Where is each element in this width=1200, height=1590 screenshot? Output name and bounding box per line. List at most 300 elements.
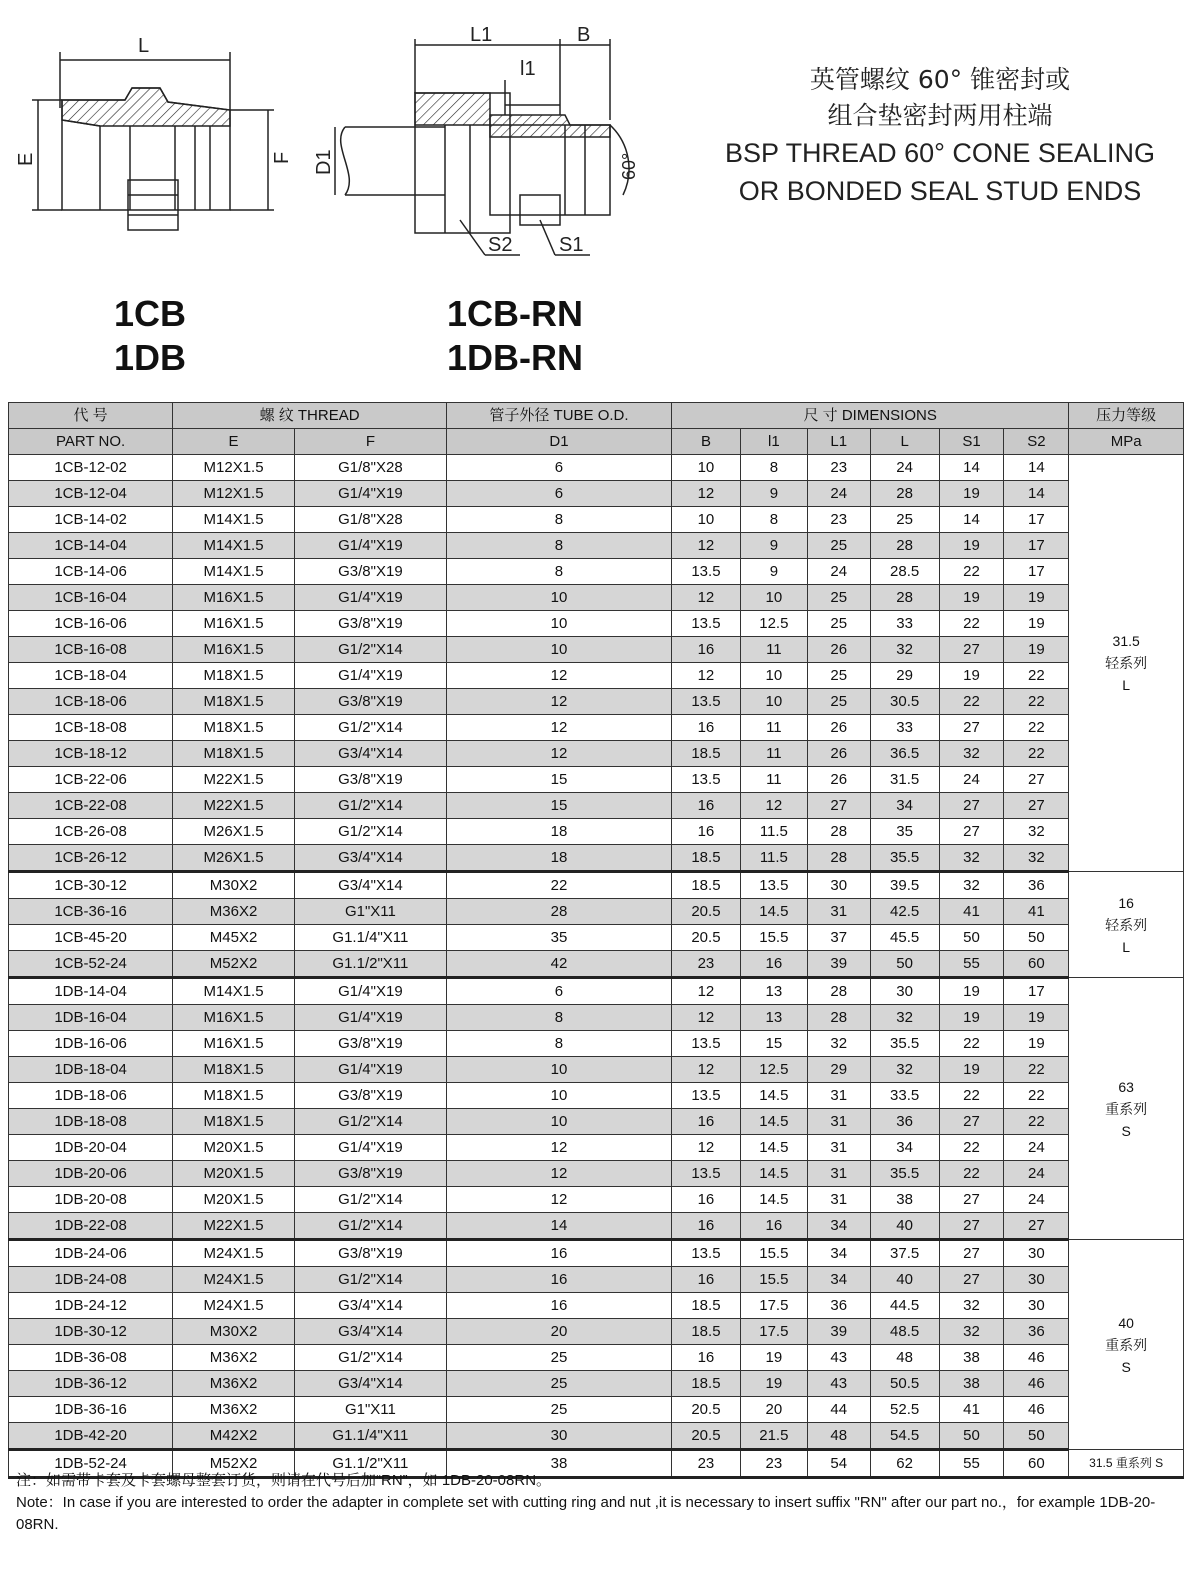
cell-dim-s2: 27 (1004, 1213, 1069, 1240)
cell-dim-L1: 25 (807, 585, 870, 611)
cell-dim-s2: 19 (1004, 637, 1069, 663)
cell-thread-f: G3/8"X19 (294, 689, 446, 715)
dim-label-B: B (577, 24, 591, 46)
cell-thread-f: G1/2"X14 (294, 1267, 446, 1293)
cell-dim-s2: 36 (1004, 1319, 1069, 1345)
cell-dim-s2: 22 (1004, 689, 1069, 715)
cell-dim-b: 13.5 (671, 559, 740, 585)
cell-part-no: 1CB-16-08 (9, 637, 173, 663)
header-col-S1: S1 (939, 429, 1004, 455)
cell-dim-L1: 36 (807, 1293, 870, 1319)
header-col-L1: L1 (807, 429, 870, 455)
table-row (9, 1397, 1184, 1423)
cell-thread-e: M14X1.5 (173, 978, 295, 1005)
cell-thread-f: G1/2"X14 (294, 715, 446, 741)
table-row (9, 1057, 1184, 1083)
table-row (9, 1293, 1184, 1319)
cell-thread-f: G1.1/2"X11 (294, 951, 446, 978)
cell-dim-L1: 28 (807, 978, 870, 1005)
cell-tube-d1: 10 (446, 611, 671, 637)
cell-dim-L1: 43 (807, 1371, 870, 1397)
cell-part-no: 1CB-22-06 (9, 767, 173, 793)
cell-dim-L: 36 (870, 1109, 939, 1135)
cell-dim-s2: 27 (1004, 767, 1069, 793)
cell-thread-e: M18X1.5 (173, 741, 295, 767)
cell-tube-d1: 10 (446, 637, 671, 663)
cell-dim-l1: 8 (740, 507, 807, 533)
cell-dim-b: 13.5 (671, 611, 740, 637)
cell-dim-b: 13.5 (671, 1031, 740, 1057)
cell-dim-l1: 14.5 (740, 1109, 807, 1135)
cell-part-no: 1DB-36-16 (9, 1397, 173, 1423)
title-block (700, 62, 1180, 210)
cell-dim-s2: 22 (1004, 663, 1069, 689)
pressure-class-cell (1069, 1240, 1184, 1450)
cell-dim-L1: 44 (807, 1397, 870, 1423)
cell-thread-f: G1/4"X19 (294, 1005, 446, 1031)
cell-dim-s1: 41 (939, 899, 1004, 925)
cell-dim-L: 32 (870, 1005, 939, 1031)
cell-dim-b: 12 (671, 481, 740, 507)
cell-dim-b: 13.5 (671, 767, 740, 793)
cell-thread-f: G3/8"X19 (294, 559, 446, 585)
cell-dim-s1: 22 (939, 1135, 1004, 1161)
cell-thread-f: G3/4"X14 (294, 1293, 446, 1319)
table-row (9, 1345, 1184, 1371)
cell-dim-l1: 12.5 (740, 611, 807, 637)
table-row (9, 793, 1184, 819)
cell-dim-L: 30 (870, 978, 939, 1005)
cell-thread-e: M22X1.5 (173, 767, 295, 793)
cell-dim-b: 18.5 (671, 1371, 740, 1397)
cell-thread-f: G1/4"X19 (294, 978, 446, 1005)
cell-dim-L1: 26 (807, 715, 870, 741)
cell-tube-d1: 6 (446, 978, 671, 1005)
cell-part-no: 1CB-14-02 (9, 507, 173, 533)
cell-part-no: 1DB-36-08 (9, 1345, 173, 1371)
cell-dim-s1: 22 (939, 1031, 1004, 1057)
cell-dim-s1: 19 (939, 481, 1004, 507)
cell-dim-s2: 17 (1004, 507, 1069, 533)
cell-thread-e: M18X1.5 (173, 663, 295, 689)
cell-dim-l1: 15.5 (740, 925, 807, 951)
cell-dim-l1: 11.5 (740, 819, 807, 845)
cell-dim-L1: 25 (807, 689, 870, 715)
cell-dim-b: 16 (671, 819, 740, 845)
cell-dim-s1: 55 (939, 951, 1004, 978)
cell-part-no: 1CB-12-04 (9, 481, 173, 507)
cell-dim-l1: 11 (740, 741, 807, 767)
table-row (9, 1423, 1184, 1450)
cell-part-no: 1DB-24-06 (9, 1240, 173, 1267)
cell-thread-e: M16X1.5 (173, 585, 295, 611)
table-row (9, 1083, 1184, 1109)
cell-dim-b: 18.5 (671, 1319, 740, 1345)
cell-dim-l1: 10 (740, 689, 807, 715)
dim-label-S2: S2 (488, 234, 513, 256)
cell-dim-l1: 9 (740, 559, 807, 585)
cell-thread-f: G1/2"X14 (294, 637, 446, 663)
cell-dim-b: 18.5 (671, 872, 740, 899)
cell-dim-b: 12 (671, 1057, 740, 1083)
cell-dim-l1: 12.5 (740, 1057, 807, 1083)
cell-part-no: 1DB-30-12 (9, 1319, 173, 1345)
pressure-class-line: S (1121, 1122, 1131, 1139)
cell-tube-d1: 16 (446, 1293, 671, 1319)
cell-dim-L: 24 (870, 455, 939, 481)
table-row (9, 637, 1184, 663)
cell-dim-s2: 22 (1004, 1109, 1069, 1135)
header-col-L: L (870, 429, 939, 455)
cell-part-no: 1DB-20-04 (9, 1135, 173, 1161)
cell-dim-l1: 14.5 (740, 899, 807, 925)
pressure-class-line: 轻系列 (1105, 916, 1148, 933)
cell-dim-s1: 50 (939, 1423, 1004, 1450)
table-body (9, 455, 1184, 1478)
cell-dim-L: 40 (870, 1267, 939, 1293)
cell-thread-e: M30X2 (173, 1319, 295, 1345)
cell-tube-d1: 8 (446, 1031, 671, 1057)
cell-tube-d1: 14 (446, 1213, 671, 1240)
cell-part-no: 1DB-24-08 (9, 1267, 173, 1293)
table-row (9, 663, 1184, 689)
cell-dim-L1: 24 (807, 559, 870, 585)
cell-part-no: 1DB-36-12 (9, 1371, 173, 1397)
cell-thread-f: G3/8"X19 (294, 1031, 446, 1057)
cell-thread-f: G1.1/2"X11 (294, 1450, 446, 1478)
cell-dim-b: 23 (671, 1450, 740, 1478)
table-row (9, 1005, 1184, 1031)
cell-tube-d1: 6 (446, 481, 671, 507)
cell-dim-s1: 38 (939, 1345, 1004, 1371)
part-label-1cb: 1CB (113, 293, 187, 334)
table-row (9, 819, 1184, 845)
cell-dim-L: 28 (870, 533, 939, 559)
table-header (9, 403, 1184, 455)
cell-dim-b: 20.5 (671, 899, 740, 925)
cell-dim-L: 48 (870, 1345, 939, 1371)
cell-dim-l1: 13 (740, 1005, 807, 1031)
cell-dim-l1: 16 (740, 1213, 807, 1240)
cell-dim-L1: 28 (807, 819, 870, 845)
cell-dim-s1: 22 (939, 611, 1004, 637)
cell-dim-s2: 14 (1004, 455, 1069, 481)
header-col-F: F (294, 429, 446, 455)
cell-thread-e: M24X1.5 (173, 1267, 295, 1293)
table-row (9, 872, 1184, 899)
cell-tube-d1: 12 (446, 1187, 671, 1213)
header-dimensions: 尺 寸 DIMENSIONS (671, 403, 1068, 429)
spec-table (8, 402, 1184, 1479)
cell-dim-s2: 46 (1004, 1397, 1069, 1423)
cell-dim-s2: 50 (1004, 925, 1069, 951)
cell-dim-s1: 32 (939, 1319, 1004, 1345)
cell-dim-b: 12 (671, 978, 740, 1005)
cell-dim-s1: 27 (939, 1213, 1004, 1240)
cell-dim-L: 38 (870, 1187, 939, 1213)
title-zh-line1: 英管螺纹 60° 锥密封或 (809, 65, 1071, 94)
cell-dim-l1: 15 (740, 1031, 807, 1057)
cell-dim-s1: 27 (939, 637, 1004, 663)
header-tube-od: 管子外径 TUBE O.D. (446, 403, 671, 429)
cell-dim-b: 18.5 (671, 1293, 740, 1319)
cell-dim-l1: 16 (740, 951, 807, 978)
cell-thread-e: M18X1.5 (173, 1083, 295, 1109)
cell-dim-L1: 30 (807, 872, 870, 899)
cell-tube-d1: 8 (446, 1005, 671, 1031)
cell-dim-s1: 27 (939, 1240, 1004, 1267)
cell-thread-e: M14X1.5 (173, 507, 295, 533)
cell-dim-L: 35 (870, 819, 939, 845)
cell-dim-s1: 55 (939, 1450, 1004, 1478)
cell-dim-b: 13.5 (671, 1083, 740, 1109)
cell-dim-s2: 19 (1004, 611, 1069, 637)
header-col-E: E (173, 429, 295, 455)
cell-part-no: 1DB-18-04 (9, 1057, 173, 1083)
cell-thread-e: M36X2 (173, 899, 295, 925)
cell-dim-s1: 27 (939, 793, 1004, 819)
cell-dim-b: 20.5 (671, 1397, 740, 1423)
left-fitting-drawing (15, 30, 300, 240)
table-row (9, 455, 1184, 481)
cell-dim-L1: 25 (807, 663, 870, 689)
cell-dim-l1: 23 (740, 1450, 807, 1478)
cell-dim-l1: 17.5 (740, 1319, 807, 1345)
cell-dim-l1: 10 (740, 663, 807, 689)
cell-dim-s2: 19 (1004, 1005, 1069, 1031)
cell-thread-e: M20X1.5 (173, 1161, 295, 1187)
cell-part-no: 1DB-20-08 (9, 1187, 173, 1213)
dim-label-L: L (138, 35, 150, 57)
cell-dim-l1: 12 (740, 793, 807, 819)
cell-thread-e: M14X1.5 (173, 533, 295, 559)
part-label-1cb-rn: 1CB-RN (446, 293, 583, 334)
header-col-l1: l1 (740, 429, 807, 455)
cell-tube-d1: 12 (446, 715, 671, 741)
cell-thread-f: G1/4"X19 (294, 533, 446, 559)
cell-dim-L1: 34 (807, 1267, 870, 1293)
cell-dim-s2: 32 (1004, 819, 1069, 845)
header-part-no: PART NO. (9, 429, 173, 455)
cell-dim-l1: 13 (740, 978, 807, 1005)
dim-label-E: E (15, 152, 37, 166)
cell-dim-L1: 31 (807, 1135, 870, 1161)
cell-dim-L1: 24 (807, 481, 870, 507)
cell-dim-s2: 17 (1004, 533, 1069, 559)
cell-thread-e: M24X1.5 (173, 1240, 295, 1267)
table-row (9, 1213, 1184, 1240)
cell-thread-e: M22X1.5 (173, 793, 295, 819)
cell-dim-l1: 9 (740, 533, 807, 559)
cell-thread-e: M14X1.5 (173, 559, 295, 585)
cell-thread-f: G1/8"X28 (294, 507, 446, 533)
cell-dim-s1: 32 (939, 741, 1004, 767)
cell-dim-L1: 31 (807, 1083, 870, 1109)
cell-dim-b: 12 (671, 533, 740, 559)
cell-thread-e: M12X1.5 (173, 481, 295, 507)
table-row (9, 611, 1184, 637)
cell-thread-e: M45X2 (173, 925, 295, 951)
cell-thread-f: G1"X11 (294, 1397, 446, 1423)
cell-dim-b: 20.5 (671, 1423, 740, 1450)
cell-dim-L: 48.5 (870, 1319, 939, 1345)
cell-dim-L: 50.5 (870, 1371, 939, 1397)
cell-thread-f: G3/4"X14 (294, 1319, 446, 1345)
cell-dim-s1: 22 (939, 559, 1004, 585)
cell-part-no: 1CB-30-12 (9, 872, 173, 899)
cell-tube-d1: 8 (446, 533, 671, 559)
cell-dim-L1: 28 (807, 1005, 870, 1031)
cell-dim-L: 35.5 (870, 845, 939, 872)
cell-dim-l1: 14.5 (740, 1187, 807, 1213)
cell-dim-L: 35.5 (870, 1031, 939, 1057)
cell-tube-d1: 30 (446, 1423, 671, 1450)
cell-dim-L1: 31 (807, 1161, 870, 1187)
cell-dim-s2: 22 (1004, 1057, 1069, 1083)
cell-dim-l1: 19 (740, 1345, 807, 1371)
cell-dim-l1: 9 (740, 481, 807, 507)
table-row (9, 1031, 1184, 1057)
cell-thread-e: M26X1.5 (173, 845, 295, 872)
cell-tube-d1: 12 (446, 1161, 671, 1187)
cell-dim-L: 62 (870, 1450, 939, 1478)
cell-thread-e: M30X2 (173, 872, 295, 899)
pressure-class-cell (1069, 872, 1184, 978)
cell-thread-f: G1/4"X19 (294, 481, 446, 507)
table-row (9, 1109, 1184, 1135)
cell-tube-d1: 38 (446, 1450, 671, 1478)
cell-thread-f: G3/8"X19 (294, 1083, 446, 1109)
cell-dim-s2: 17 (1004, 978, 1069, 1005)
cell-tube-d1: 10 (446, 1083, 671, 1109)
table-row (9, 1135, 1184, 1161)
cell-dim-b: 12 (671, 585, 740, 611)
cell-dim-b: 10 (671, 455, 740, 481)
cell-tube-d1: 16 (446, 1267, 671, 1293)
cell-dim-L: 50 (870, 951, 939, 978)
cell-dim-s2: 27 (1004, 793, 1069, 819)
cell-thread-f: G1.1/4"X11 (294, 1423, 446, 1450)
cell-dim-L1: 29 (807, 1057, 870, 1083)
table-row (9, 1371, 1184, 1397)
header-pressure-zh: 压力等级 (1069, 403, 1184, 429)
cell-part-no: 1DB-52-24 (9, 1450, 173, 1478)
cell-part-no: 1CB-14-06 (9, 559, 173, 585)
cell-thread-f: G3/8"X19 (294, 767, 446, 793)
dim-label-60-degree: 60° (619, 152, 639, 180)
cell-part-no: 1CB-18-12 (9, 741, 173, 767)
footnote (16, 1470, 1176, 1536)
pressure-class-line: 重系列 (1105, 1100, 1148, 1117)
cell-dim-s1: 32 (939, 845, 1004, 872)
cell-dim-s1: 27 (939, 715, 1004, 741)
cell-thread-f: G3/4"X14 (294, 1371, 446, 1397)
cell-dim-L: 28.5 (870, 559, 939, 585)
cell-dim-s2: 22 (1004, 741, 1069, 767)
cell-tube-d1: 22 (446, 872, 671, 899)
cell-tube-d1: 10 (446, 1057, 671, 1083)
cell-dim-L: 36.5 (870, 741, 939, 767)
cell-thread-f: G1/2"X14 (294, 1109, 446, 1135)
cell-dim-L: 45.5 (870, 925, 939, 951)
cell-dim-L: 32 (870, 1057, 939, 1083)
cell-dim-s1: 19 (939, 585, 1004, 611)
pressure-class-line: 63 (1118, 1078, 1134, 1095)
cell-thread-f: G1/2"X14 (294, 793, 446, 819)
right-fitting-drawing (305, 25, 645, 275)
table-row (9, 585, 1184, 611)
cell-thread-e: M26X1.5 (173, 819, 295, 845)
cell-thread-f: G3/8"X19 (294, 1240, 446, 1267)
cell-dim-b: 23 (671, 951, 740, 978)
cell-thread-f: G1"X11 (294, 899, 446, 925)
part-label-right (420, 292, 610, 380)
cell-dim-L: 33 (870, 611, 939, 637)
cell-thread-e: M18X1.5 (173, 715, 295, 741)
cell-tube-d1: 35 (446, 925, 671, 951)
cell-part-no: 1DB-20-06 (9, 1161, 173, 1187)
cell-dim-s2: 41 (1004, 899, 1069, 925)
cell-dim-L1: 23 (807, 455, 870, 481)
cell-dim-L1: 26 (807, 767, 870, 793)
cell-thread-f: G1/2"X14 (294, 819, 446, 845)
cell-thread-f: G1/4"X19 (294, 663, 446, 689)
cell-dim-L1: 43 (807, 1345, 870, 1371)
header-col-S2: S2 (1004, 429, 1069, 455)
cell-dim-L1: 28 (807, 845, 870, 872)
table-row (9, 533, 1184, 559)
cell-dim-b: 16 (671, 793, 740, 819)
cell-thread-e: M16X1.5 (173, 611, 295, 637)
table-row (9, 767, 1184, 793)
cell-thread-e: M18X1.5 (173, 1109, 295, 1135)
cell-dim-s1: 50 (939, 925, 1004, 951)
cell-part-no: 1DB-16-06 (9, 1031, 173, 1057)
cell-dim-L: 33 (870, 715, 939, 741)
cell-dim-s1: 41 (939, 1397, 1004, 1423)
cell-dim-s1: 24 (939, 767, 1004, 793)
cell-dim-L: 54.5 (870, 1423, 939, 1450)
dim-label-S1: S1 (559, 234, 584, 256)
cell-dim-L: 28 (870, 585, 939, 611)
cell-tube-d1: 16 (446, 1240, 671, 1267)
cell-part-no: 1DB-16-04 (9, 1005, 173, 1031)
cell-dim-s1: 32 (939, 1293, 1004, 1319)
cell-part-no: 1CB-52-24 (9, 951, 173, 978)
cell-dim-s1: 27 (939, 819, 1004, 845)
cell-dim-s2: 30 (1004, 1267, 1069, 1293)
cell-thread-f: G1/2"X14 (294, 1345, 446, 1371)
cell-dim-s1: 32 (939, 872, 1004, 899)
cell-dim-L: 31.5 (870, 767, 939, 793)
cell-dim-l1: 11 (740, 715, 807, 741)
table-row (9, 978, 1184, 1005)
cell-part-no: 1DB-18-06 (9, 1083, 173, 1109)
cell-part-no: 1CB-18-04 (9, 663, 173, 689)
footnote-zh: 注：如需带卡套及卡套螺母整套订货，则请在代号后加“RN”，如 1DB-20-08RN。 (16, 1472, 552, 1489)
cell-dim-s1: 27 (939, 1267, 1004, 1293)
cell-thread-f: G3/8"X19 (294, 611, 446, 637)
cell-dim-L: 52.5 (870, 1397, 939, 1423)
footnote-en: Note：In case if you are interested to order the adapter in complete set with cutting ring and nut ,it is necessary to insert suffix "RN" after our part no.，for example 1DB-20-08RN. (16, 1494, 1156, 1533)
cell-dim-s2: 14 (1004, 481, 1069, 507)
cell-dim-L1: 25 (807, 611, 870, 637)
cell-part-no: 1DB-24-12 (9, 1293, 173, 1319)
cell-thread-e: M18X1.5 (173, 689, 295, 715)
cell-dim-s2: 30 (1004, 1240, 1069, 1267)
cell-tube-d1: 25 (446, 1371, 671, 1397)
cell-dim-L1: 32 (807, 1031, 870, 1057)
